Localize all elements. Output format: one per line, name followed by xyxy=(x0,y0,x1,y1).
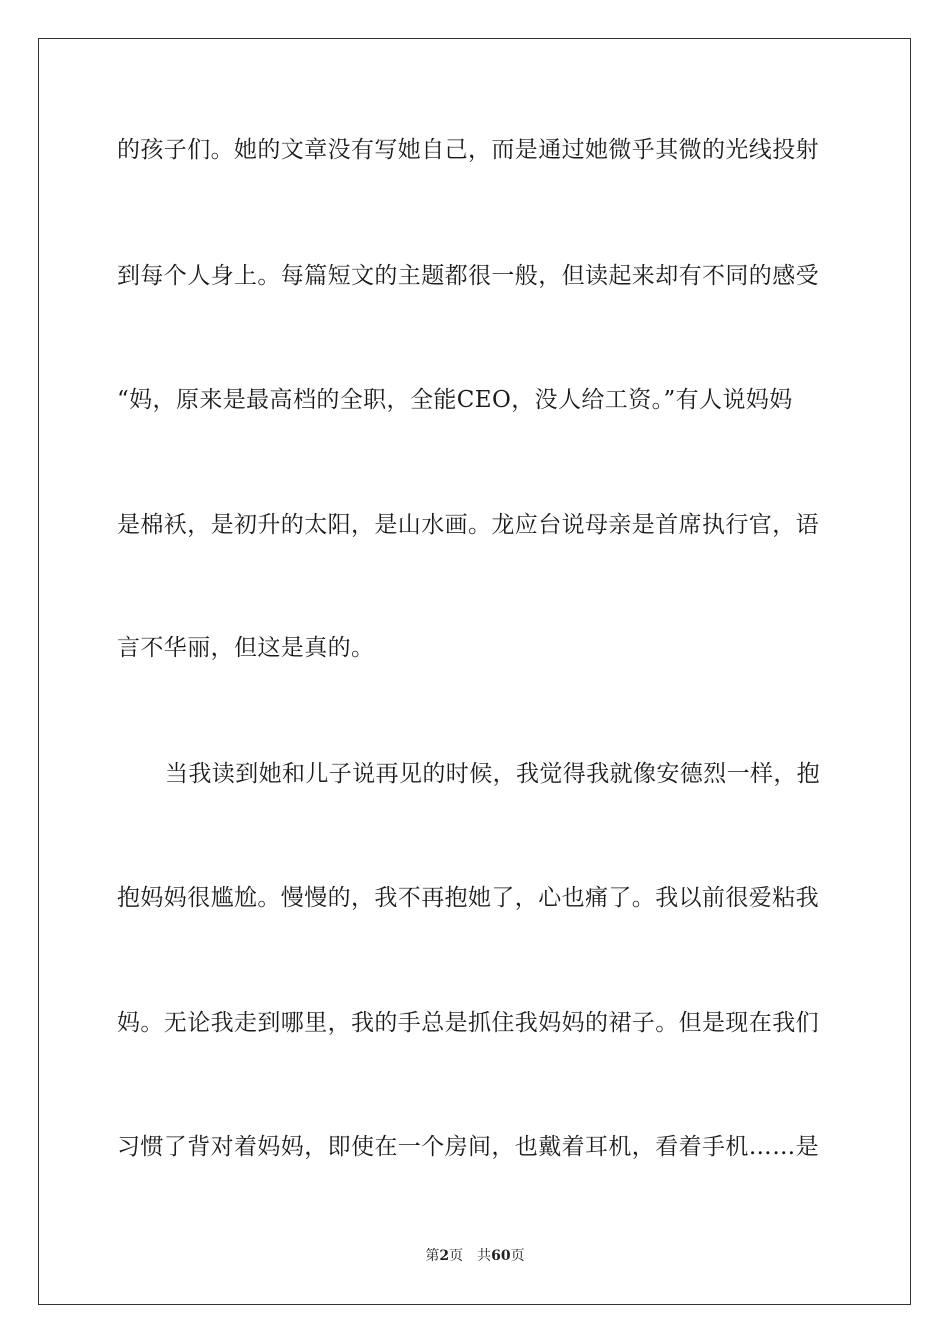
page-suffix: 页 xyxy=(449,1248,464,1264)
page-border xyxy=(38,38,911,1305)
text-line: 的孩子们。她的文章没有写她自己，而是通过她微乎其微的光线投射 xyxy=(117,137,819,163)
total-pages: 60 xyxy=(491,1248,511,1264)
text-line: 到每个人身上。每篇短文的主题都很一般，但读起来却有不同的感受 xyxy=(117,263,819,289)
page-number: 2 xyxy=(439,1248,450,1264)
text-line: 言不华丽，但这是真的。 xyxy=(117,635,375,661)
page-prefix: 第 xyxy=(425,1248,440,1264)
text-line: 是棉袄，是初升的太阳，是山水画。龙应台说母亲是首席执行官，语 xyxy=(117,512,819,538)
total-prefix: 共 xyxy=(477,1248,492,1264)
text-line: 抱妈妈很尴尬。慢慢的，我不再抱她了，心也痛了。我以前很爱粘我 xyxy=(117,885,819,911)
text-line: 妈。无论我走到哪里，我的手总是抓住我妈妈的裙子。但是现在我们 xyxy=(117,1010,819,1036)
page-footer xyxy=(0,1247,950,1265)
text-line-indented: 当我读到她和儿子说再见的时候，我觉得我就像安德烈一样，抱 xyxy=(165,761,821,787)
total-suffix: 页 xyxy=(510,1248,525,1264)
text-line: “妈，原来是最高档的全职，全能CEO，没人给工资。”有人说妈妈 xyxy=(117,387,793,413)
text-line: 习惯了背对着妈妈，即使在一个房间，也戴着耳机，看着手机……是 xyxy=(117,1134,819,1160)
